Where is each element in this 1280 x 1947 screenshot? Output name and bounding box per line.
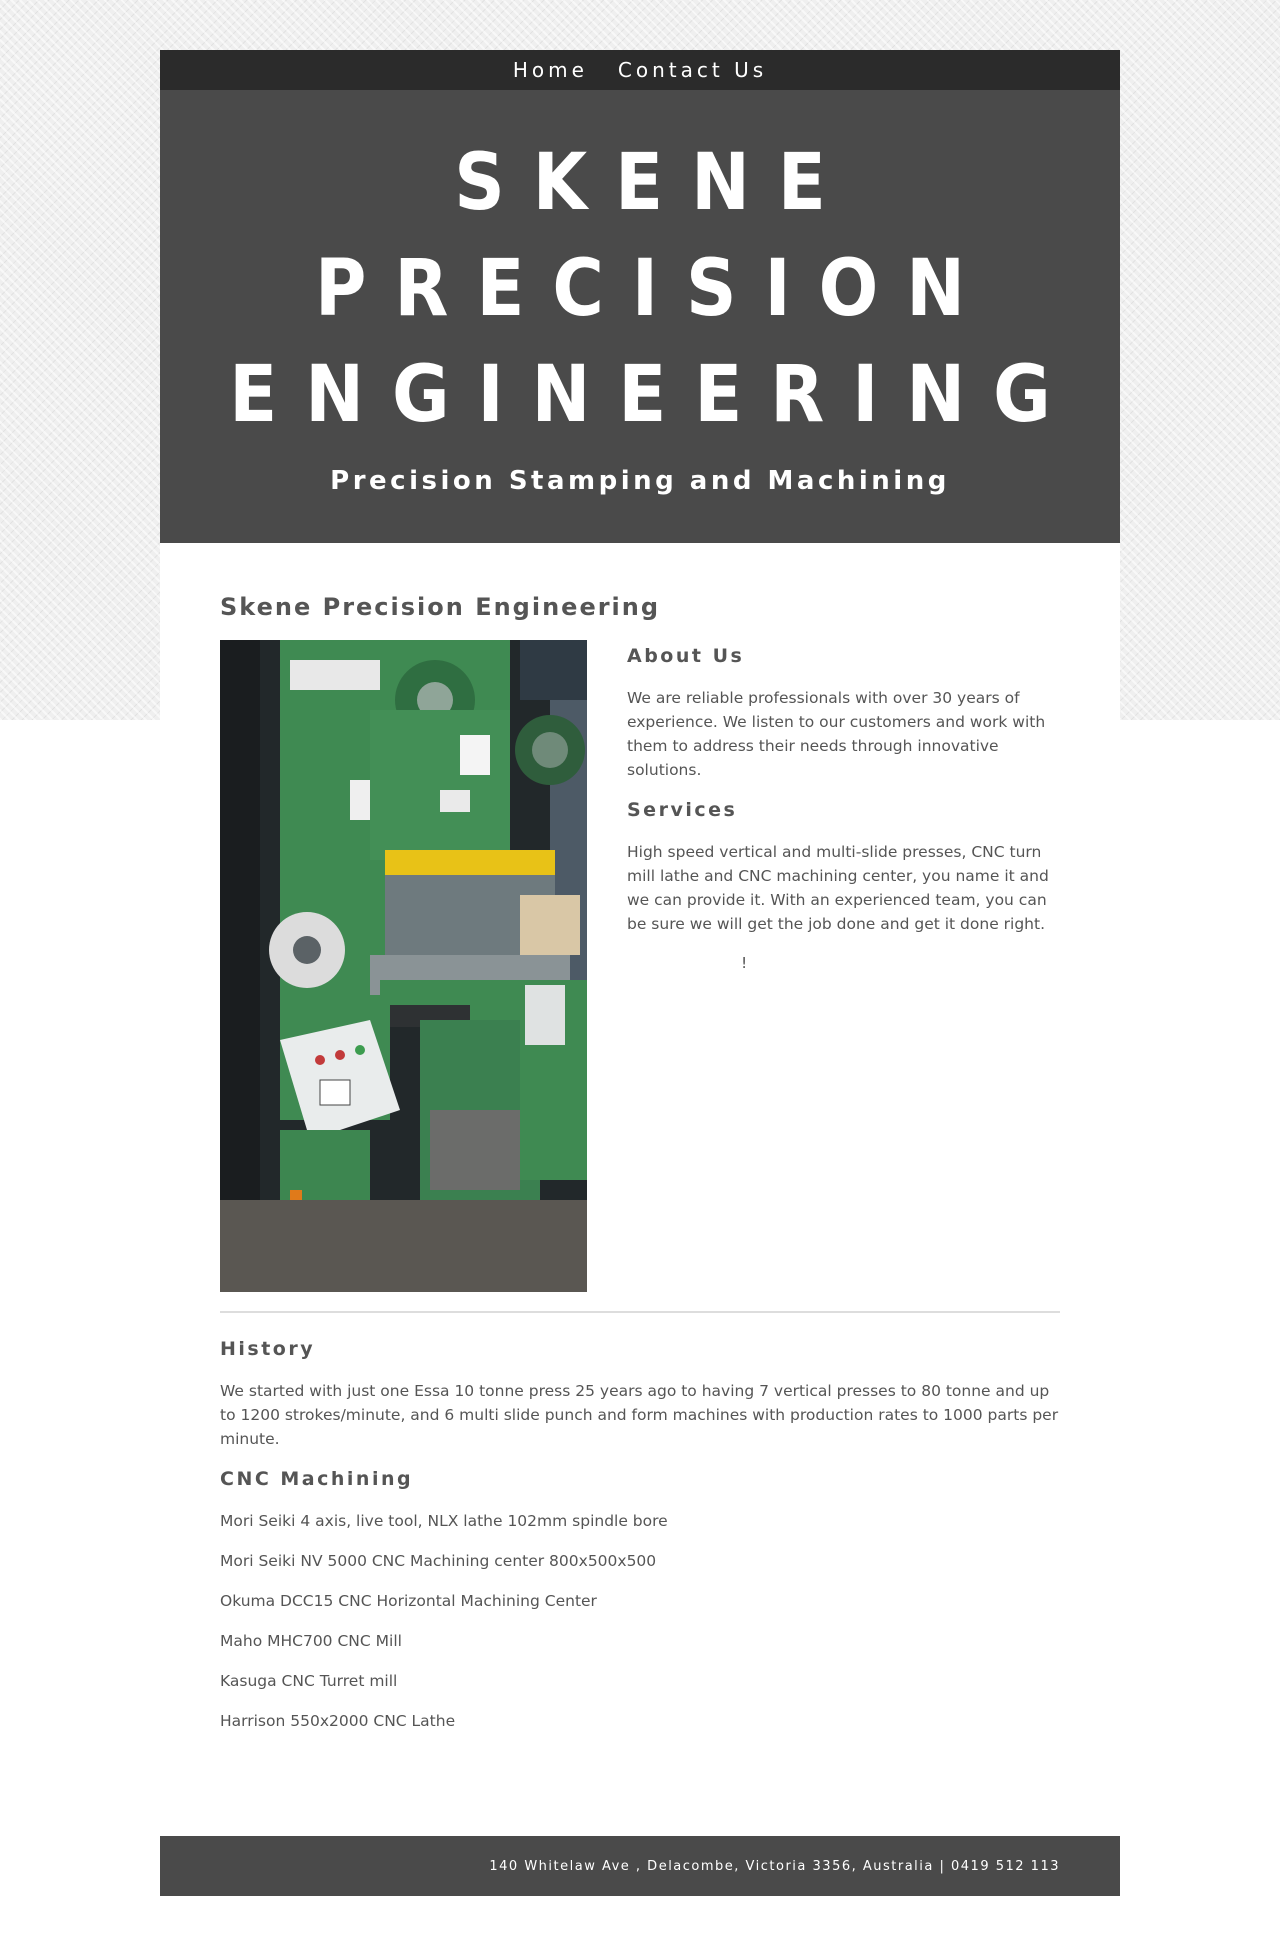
page-title: Skene Precision Engineering (220, 593, 661, 621)
cnc-machine-list (220, 1509, 1060, 1733)
list-item: Kasuga CNC Turret mill (220, 1672, 398, 1690)
services-text: High speed vertical and multi-slide presses, CNC turn mill lathe and CNC machining center, you name it and we can provide it. With an experienced team, you can be sure we will get the job done and get it done right. (627, 843, 1049, 933)
top-navbar (160, 50, 1120, 90)
list-item: Mori Seiki 4 axis, live tool, NLX lathe 102mm spindle bore (220, 1512, 668, 1530)
list-item: Harrison 550x2000 CNC Lathe (220, 1712, 456, 1730)
list-item: Okuma DCC15 CNC Horizontal Machining Center (220, 1592, 597, 1610)
history-heading: History (220, 1338, 316, 1360)
hero-header (160, 90, 1120, 543)
footer-address: 140 Whitelaw Ave , Delacombe, Victoria 3356, Australia | 0419 512 113 (489, 1858, 1060, 1874)
history-text: We started with just one Essa 10 tonne press 25 years ago to having 7 vertical presses to 80 tonne and up to 1200 strokes/minute, and 6 multi slide punch and form machines with production rates to 1000 parts per minute. (220, 1382, 1059, 1448)
cnc-heading: CNC Machining (220, 1468, 414, 1490)
page-container (160, 50, 1120, 1833)
machine-photo (220, 640, 587, 1292)
nav-home-link[interactable]: Home (512, 58, 588, 82)
site-title-line-1: SKENE (454, 138, 854, 228)
list-item: Mori Seiki NV 5000 CNC Machining center 800x500x500 (220, 1552, 657, 1570)
site-footer (160, 1836, 1120, 1896)
site-title (160, 130, 1120, 448)
site-title-line-2: PRECISION (315, 244, 993, 334)
about-text: We are reliable professionals with over 30 years of experience. We listen to our customers and work with them to address their needs through innovative solutions. (627, 689, 1046, 779)
section-divider (220, 1311, 1060, 1313)
about-heading: About Us (627, 645, 745, 667)
stray-exclamation: ! (741, 954, 748, 972)
list-item: Maho MHC700 CNC Mill (220, 1632, 402, 1650)
main-content (160, 543, 1120, 1833)
services-heading: Services (627, 799, 738, 821)
site-tagline: Precision Stamping and Machining (330, 466, 950, 496)
history-cnc-section (220, 1333, 1060, 1749)
about-services-column (627, 640, 1060, 975)
nav-contact-link[interactable]: Contact Us (617, 58, 768, 82)
press-machine-image (220, 640, 587, 1292)
site-title-line-3: ENGINEERING (229, 350, 1079, 440)
